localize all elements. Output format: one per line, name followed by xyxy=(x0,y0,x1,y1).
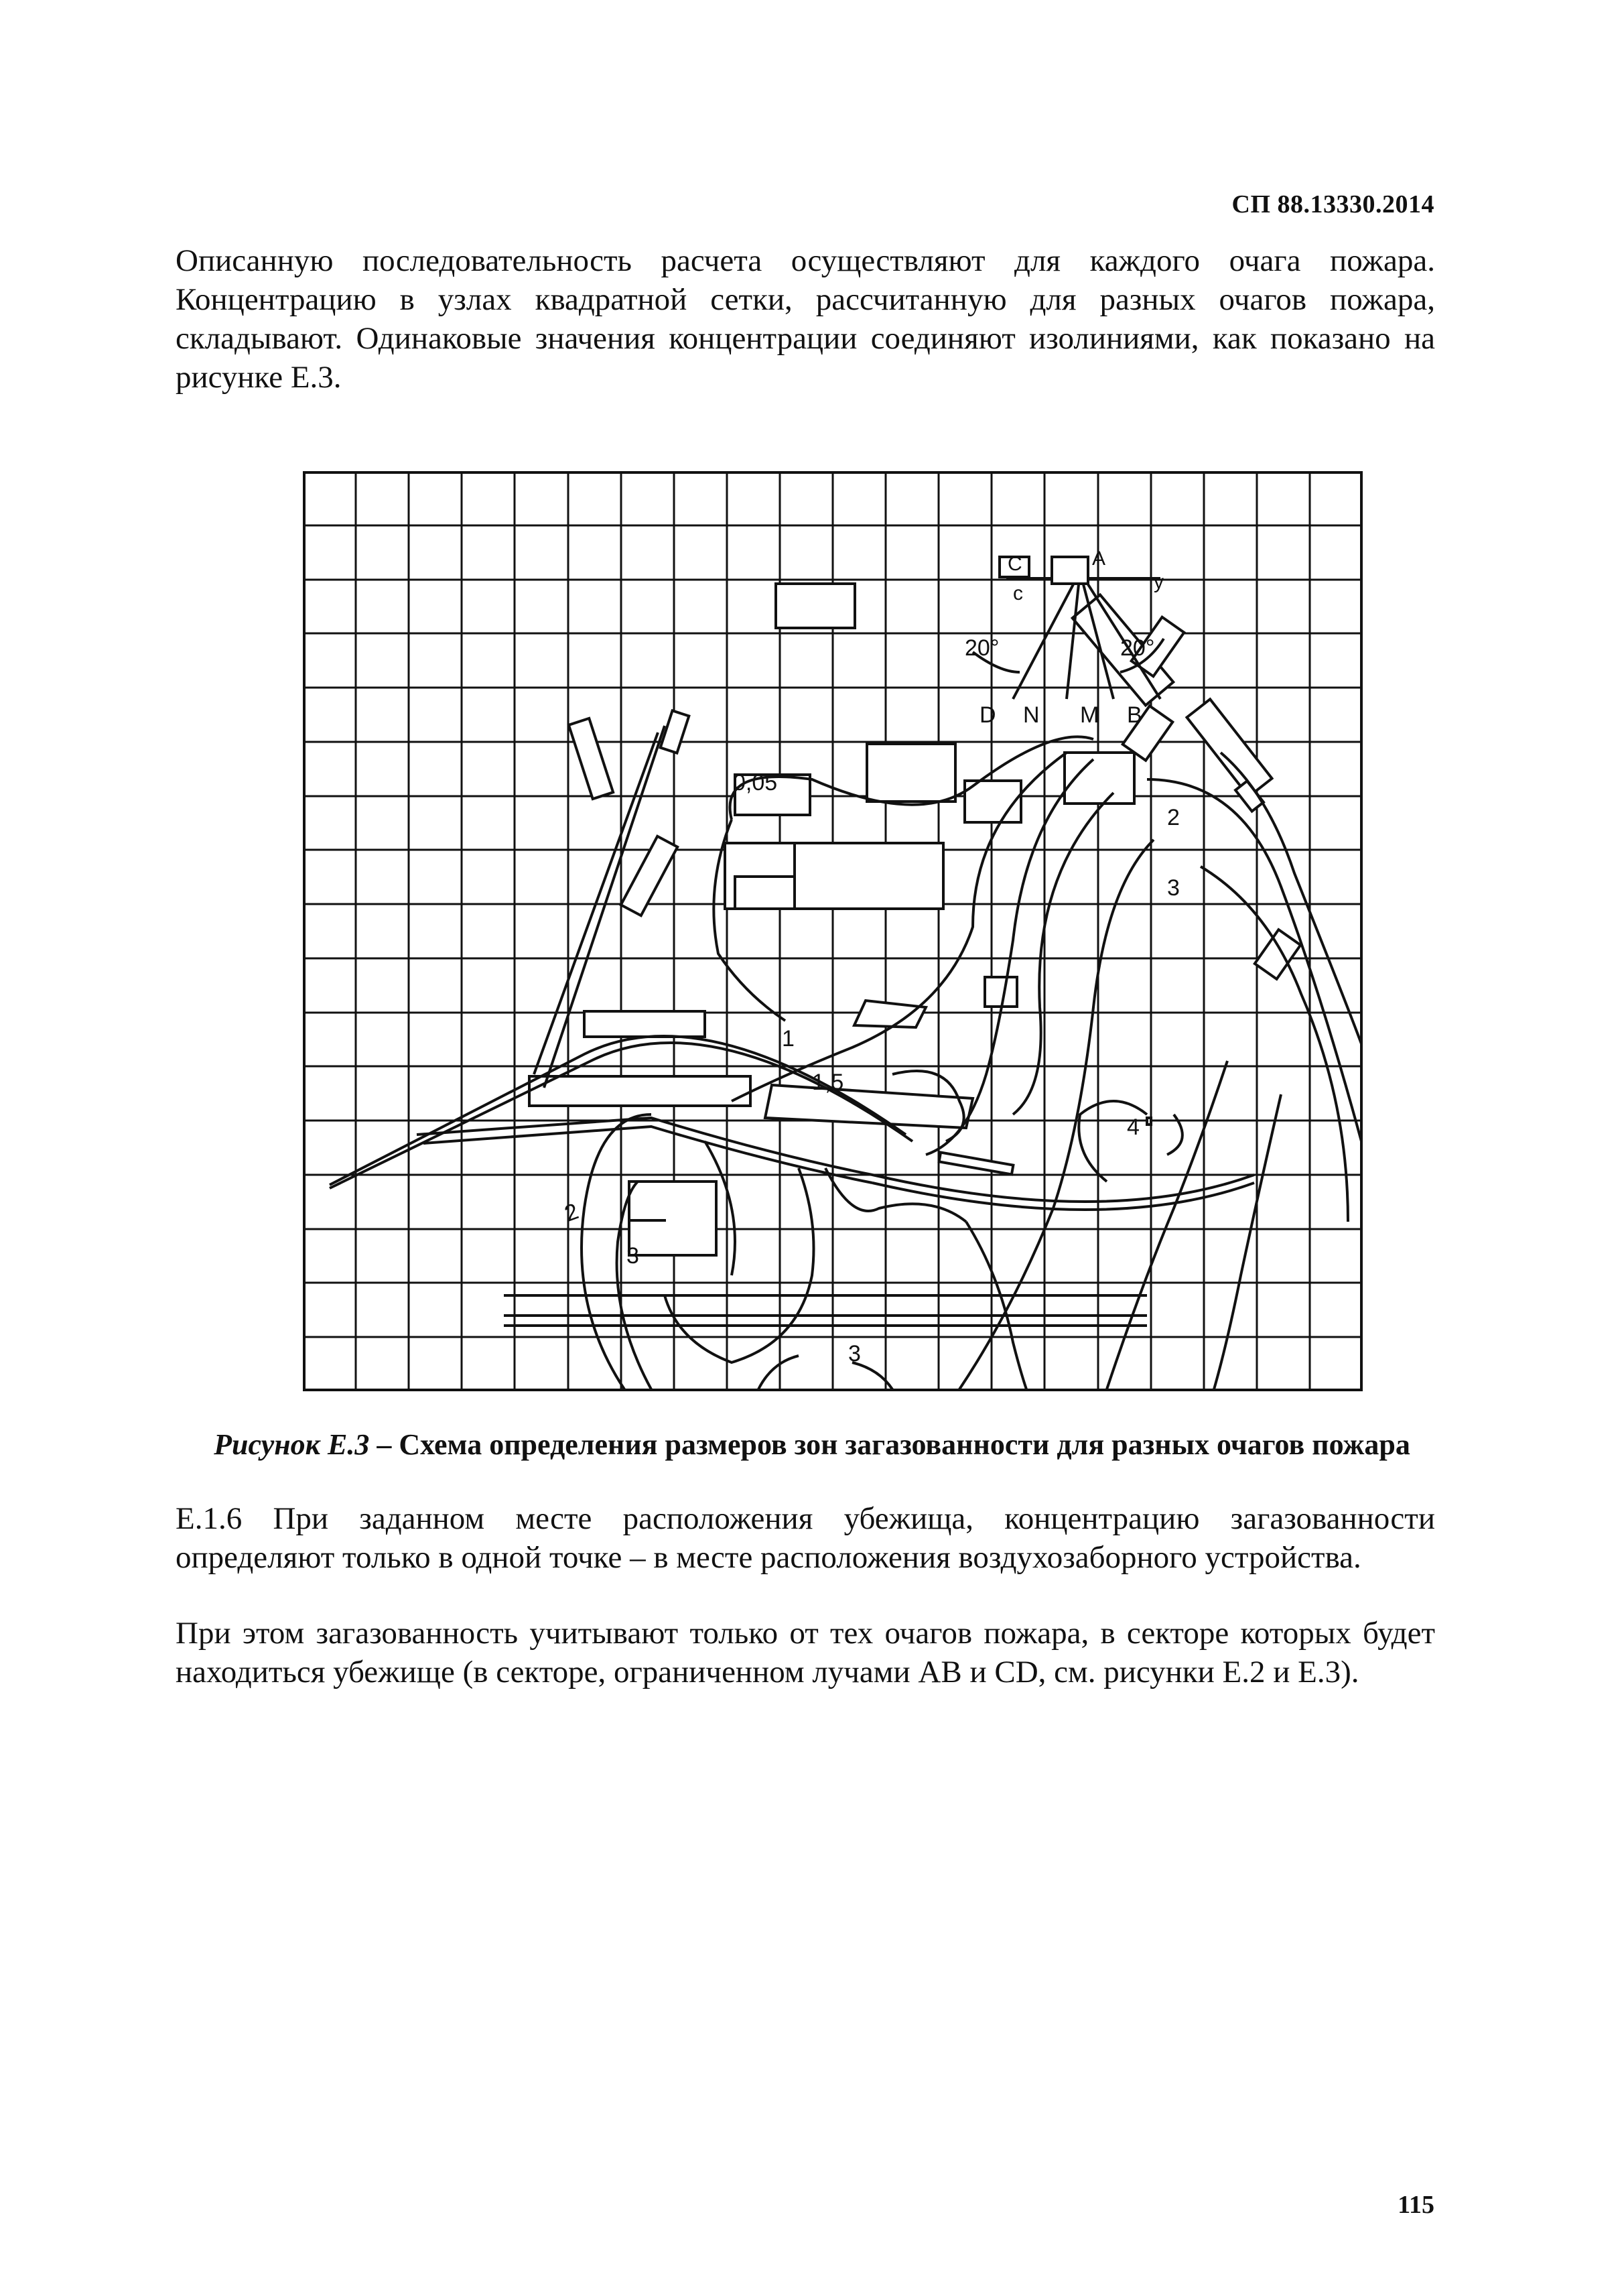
caption-label: Рисунок Е.3 xyxy=(214,1428,370,1461)
buildings xyxy=(529,584,1300,1255)
isoline-15-label: 1,5 xyxy=(812,1070,844,1095)
source-box xyxy=(1052,557,1088,584)
isoline-3-left-label: 3 xyxy=(626,1243,639,1269)
building xyxy=(795,843,943,909)
point-B-label: B xyxy=(1127,702,1142,728)
building xyxy=(854,1001,926,1027)
point-M-label: M xyxy=(1080,702,1099,728)
isoline-1-label: 1 xyxy=(782,1026,795,1051)
building xyxy=(776,584,855,628)
angle-right-label: 20° xyxy=(1120,635,1155,661)
point-D-label: D xyxy=(979,702,996,728)
isoline-2-right-label: 2 xyxy=(1167,805,1180,830)
building xyxy=(1187,699,1272,796)
building xyxy=(1255,930,1300,979)
building xyxy=(985,977,1017,1007)
caption-text: Схема определения размеров зон загазованности для разных очагов пожара xyxy=(399,1428,1410,1461)
isoline-lower-right xyxy=(1214,1094,1281,1389)
isoline-3-right xyxy=(1201,867,1348,1222)
building xyxy=(629,1182,716,1255)
building xyxy=(661,710,689,753)
building xyxy=(529,1076,750,1106)
paragraph-sector-note: При этом загазованность учитывают только от тех очагов пожара, в секторе которых будет находиться убежище (в секторе, ограниченном лучами АВ и CD, см. рисунки Е.2 и Е.3). xyxy=(176,1616,1435,1689)
building xyxy=(939,1153,1014,1175)
isoline-2-left-label: 2 xyxy=(561,1198,582,1227)
building xyxy=(867,744,955,802)
building xyxy=(569,718,613,799)
building xyxy=(735,877,795,909)
gas-zone-scheme-svg xyxy=(303,471,1363,1391)
isoline-3-bottom xyxy=(758,1356,799,1389)
isoline-005-label: 0,05 xyxy=(733,770,778,795)
caption-dash: – xyxy=(369,1428,399,1461)
building xyxy=(1147,1118,1151,1125)
isoline-3-inner xyxy=(959,840,1154,1389)
paragraph-e16: Е.1.6 При заданном месте расположения убежища, концентрацию загазованности определяют только в одной точке – в месте расположения воздухозаборного устройства. xyxy=(176,1501,1435,1575)
page-number: 115 xyxy=(1398,2191,1434,2219)
paragraph-calculation-sequence: Описанную последовательность расчета осуществляют для каждого очага пожара. Концентрацию в узлах квадратной сетки, рассчитанную для разных очагов пожара, складывают. Одинаковые значения концентрации соединяют изолиниями, как показано на рисунке Е.3. xyxy=(176,243,1435,395)
axis-y-label: y xyxy=(1154,571,1164,593)
point-N-label: N xyxy=(1023,702,1040,728)
building xyxy=(584,1011,705,1037)
angle-left-label: 20° xyxy=(965,635,1000,661)
point-c-label: c xyxy=(1013,582,1023,604)
isolines xyxy=(582,737,1363,1389)
gas-zone-scheme-figure xyxy=(303,471,1363,1391)
point-A-label: A xyxy=(1092,548,1106,570)
document-code: СП 88.13330.2014 xyxy=(1231,190,1434,218)
isoline-4-label: 4 xyxy=(1127,1114,1140,1140)
point-C-label: C xyxy=(1008,553,1022,575)
isoline-3-bottom-label: 3 xyxy=(848,1341,861,1366)
figure-caption xyxy=(176,1427,1448,1462)
isoline-3-right-label: 3 xyxy=(1167,875,1180,901)
isoline-lower-right xyxy=(1107,1061,1227,1389)
isoline-4 xyxy=(1079,1101,1147,1182)
